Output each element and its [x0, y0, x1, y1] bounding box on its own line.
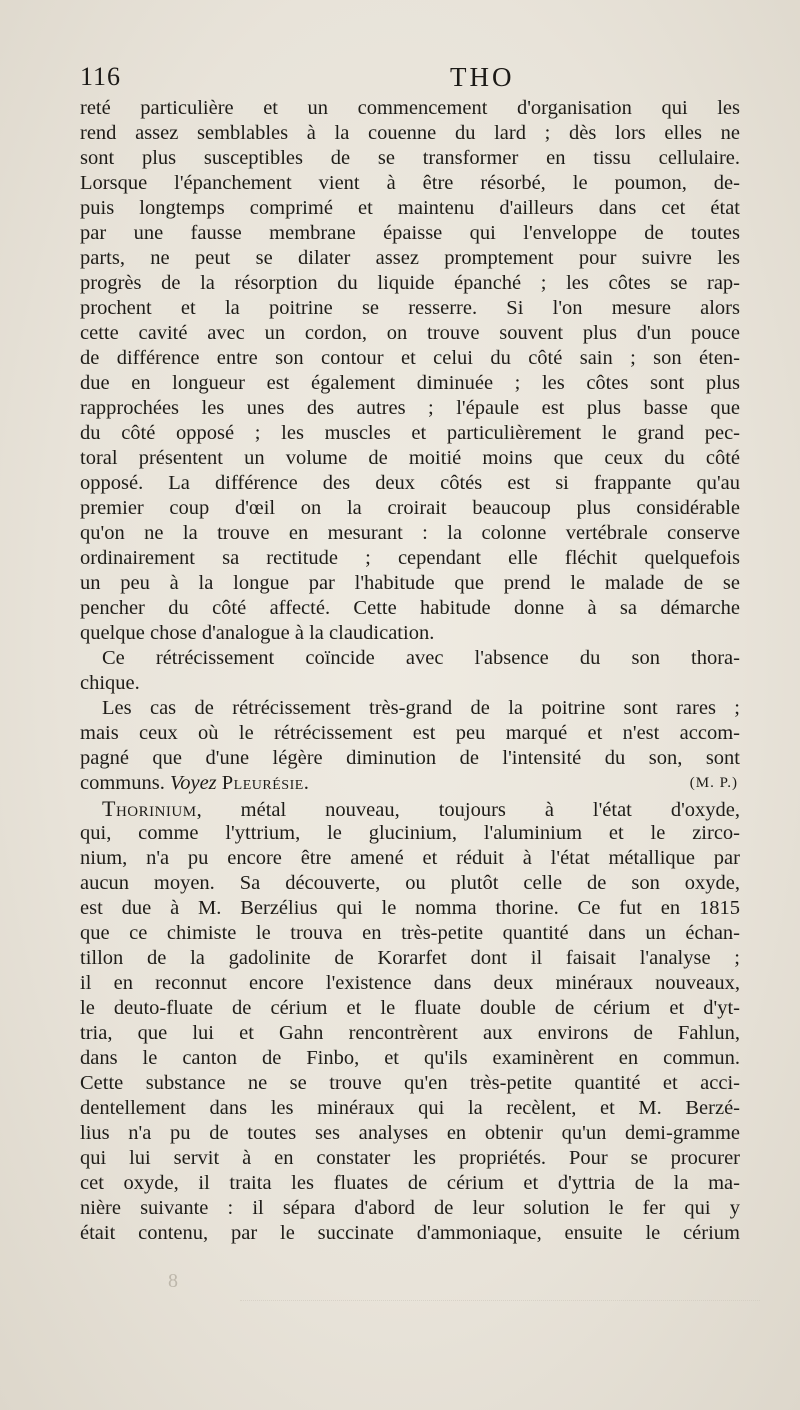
- text-line: toral présentent un volume de moitié moins que ceux du côté: [80, 447, 740, 469]
- text-line: qu'on ne la trouve en mesurant : la colonne vertébrale conserve: [80, 522, 740, 544]
- text-line: était contenu, par le succinate d'ammoniaque, ensuite le cérium: [80, 1222, 740, 1244]
- text-line: lius n'a pu de toutes ses analyses en obtenir qu'un demi-gramme: [80, 1122, 740, 1144]
- body-text: [80, 96, 740, 1246]
- text-line: cet oxyde, il traita les fluates de cérium et d'yttria de la ma-: [80, 1172, 740, 1194]
- text-line: du côté opposé ; les muscles et particulièrement le grand pec-: [80, 422, 740, 444]
- author-attribution: (M. P.): [689, 775, 738, 791]
- text-line: sont plus susceptibles de se transformer en tissu cellulaire.: [80, 147, 740, 169]
- text-line: aucun moyen. Sa découverte, ou plutôt celle de son oxyde,: [80, 872, 740, 894]
- entry-headword: Thorinium: [102, 796, 197, 821]
- voyez-label: Voyez: [169, 772, 217, 794]
- text-line: Cette substance ne se trouve qu'en très-petite quantité et acci-: [80, 1072, 740, 1094]
- text-line: ordinairement sa rectitude ; cependant elle fléchit quelquefois: [80, 547, 740, 569]
- text-line: Lorsque l'épanchement vient à être résorbé, le poumon, de-: [80, 172, 740, 194]
- text-line: qui, comme l'yttrium, le glucinium, l'aluminium et le zirco-: [80, 822, 740, 844]
- paragraph: [80, 646, 740, 696]
- crossref-link[interactable]: Pleurésie.: [221, 772, 310, 794]
- text-line: nière suivante : il sépara d'abord de leur solution le fer qui y: [80, 1197, 740, 1219]
- text-line: dans le canton de Finbo, et qu'ils examinèrent en commun.: [80, 1047, 740, 1069]
- text-line: due en longueur est également diminuée ; les côtes sont plus: [80, 372, 740, 394]
- signature-mark: 8: [168, 1270, 178, 1292]
- text-line: nium, n'a pu encore être amené et réduit à l'état métallique par: [80, 847, 740, 869]
- text-line: pagné que d'une légère diminution de l'intensité du son, sont: [80, 747, 740, 769]
- text-line: est due à M. Berzélius qui le nomma thorine. Ce fut en 1815: [80, 897, 740, 919]
- text-fragment: communs.: [80, 772, 165, 794]
- text-line: par une fausse membrane épaisse qui l'enveloppe de toutes: [80, 222, 740, 244]
- text-line: opposé. La différence des deux côtés est si frappante qu'au: [80, 472, 740, 494]
- text-line: tillon de la gadolinite de Korarfet dont il faisait l'analyse ;: [80, 947, 740, 969]
- text-line: qui lui servit à en constater les propriétés. Pour se procurer: [80, 1147, 740, 1169]
- text-line: Les cas de rétrécissement très-grand de la poitrine sont rares ;: [102, 697, 740, 719]
- crossref-line: [80, 771, 740, 796]
- page-number: 116: [80, 62, 122, 91]
- entry-first-line: [80, 796, 740, 821]
- running-head: THO: [450, 62, 515, 92]
- text-line: rend assez semblables à la couenne du lard ; dès lors elles ne: [80, 122, 740, 144]
- paragraph: [80, 696, 740, 796]
- text-line: il en reconnut encore l'existence dans deux minéraux nouveaux,: [80, 972, 740, 994]
- text-line: Ce rétrécissement coïncide avec l'absence du son thora-: [102, 647, 740, 669]
- text-line: de différence entre son contour et celui du côté sain ; son éten-: [80, 347, 740, 369]
- text-line: puis longtemps comprimé et maintenu d'ailleurs dans cet état: [80, 197, 740, 219]
- text-line: quelque chose d'analogue à la claudication.: [80, 622, 435, 644]
- page-header: [80, 62, 740, 94]
- show-through-divider: [240, 1300, 760, 1309]
- text-line: un peu à la longue par l'habitude que prend le malade de se: [80, 572, 740, 594]
- text-line: cette cavité avec un cordon, on trouve souvent plus d'un pouce: [80, 322, 740, 344]
- text-line: chique.: [80, 672, 140, 694]
- text-fragment: , métal nouveau, toujours à l'état d'oxyde,: [196, 799, 740, 821]
- text-line: parts, ne peut se dilater assez promptement pour suivre les: [80, 247, 740, 269]
- text-line: pencher du côté affecté. Cette habitude donne à sa démarche: [80, 597, 740, 619]
- text-line: rapprochées les unes des autres ; l'épaule est plus basse que: [80, 397, 740, 419]
- text-line: progrès de la résorption du liquide épanché ; les côtes se rap-: [80, 272, 740, 294]
- text-line: premier coup d'œil on la croirait beaucoup plus considérable: [80, 497, 740, 519]
- text-line: prochent et la poitrine se resserre. Si l'on mesure alors: [80, 297, 740, 319]
- text-line: le deuto-fluate de cérium et le fluate double de cérium et d'yt-: [80, 997, 740, 1019]
- text-line: dentellement dans les minéraux qui la recèlent, et M. Berzé-: [80, 1097, 740, 1119]
- text-line: que ce chimiste le trouva en très-petite quantité dans un échan-: [80, 922, 740, 944]
- dictionary-entry: [80, 796, 740, 1246]
- text-line: tria, que lui et Gahn rencontrèrent aux environs de Fahlun,: [80, 1022, 740, 1044]
- crossref-text: [80, 771, 309, 796]
- text-line: mais ceux où le rétrécissement est peu marqué et n'est accom-: [80, 722, 740, 744]
- text-line: reté particulière et un commencement d'organisation qui les: [80, 97, 740, 119]
- paragraph-continuation: [80, 96, 740, 646]
